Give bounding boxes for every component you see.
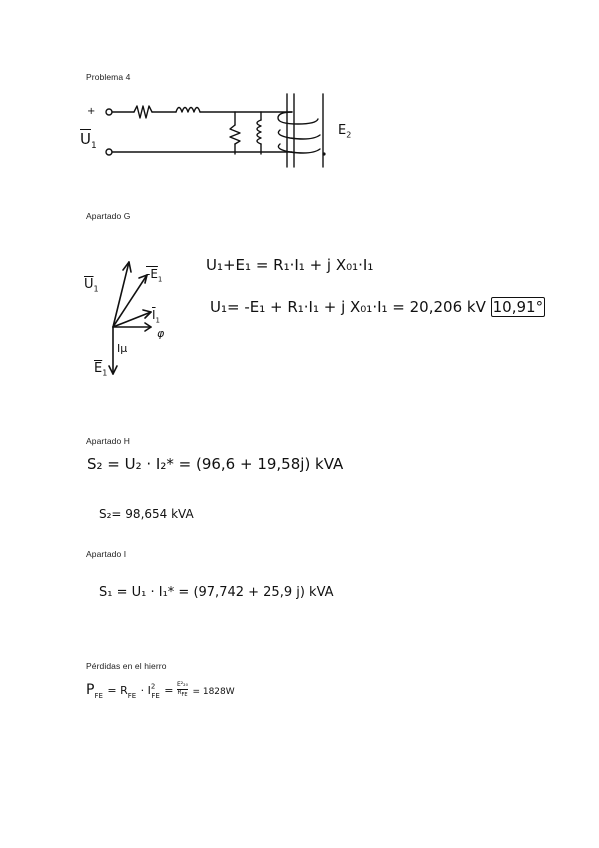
heading-apartado-h: Apartado H [86, 436, 130, 446]
phasor-label-phi: φ [157, 327, 165, 340]
equation-g-2-angle: 10,91° [492, 298, 544, 316]
phasor-label-minus-e1: $-E_1$ [146, 267, 163, 284]
equivalent-circuit-diagram [80, 92, 360, 172]
terminal-plus-sign: + [87, 106, 96, 117]
heading-apartado-g: Apartado G [86, 211, 131, 221]
equation-g-1: U₁+E₁ = R₁·I₁ + j X₀₁·I₁ [206, 256, 374, 274]
equation-h-2: S₂= 98,654 kVA [99, 507, 194, 521]
equation-perdidas-hierro: $P_{FE} = R_{FE} \cdot I^2_{FE}$ = E²₂₀ $R_{FE}$ = 1828W [86, 681, 235, 700]
label-e2-circuit: $E_2$ [338, 123, 352, 140]
equation-g-2: U₁= -E₁ + R₁·I₁ + j X₀₁·I₁ = 20,206 kV 10,91° [210, 298, 544, 316]
equation-h-1: S₂ = U₂ · I₂* = (96,6 + 19,58j) kVA [87, 455, 344, 473]
phasor-diagram [95, 250, 185, 380]
equation-i-1: S₁ = U₁ · I₁* = (97,742 + 25,9 j) kVA [99, 585, 334, 600]
heading-problema: Problema 4 [86, 72, 131, 82]
heading-perdidas-hierro: Pérdidas en el hierro [86, 661, 167, 671]
phasor-label-e1: $\overline{E}_1$ [94, 361, 108, 378]
label-u1-circuit: $\overline{U}_1$ [80, 130, 97, 151]
phasor-label-i1: $\overline{I}_1$ [152, 308, 161, 325]
phasor-label-imu: Iμ [117, 342, 128, 355]
phasor-label-u1: $\overline{U}_1$ [84, 277, 99, 294]
heading-apartado-i: Apartado I [86, 549, 127, 559]
